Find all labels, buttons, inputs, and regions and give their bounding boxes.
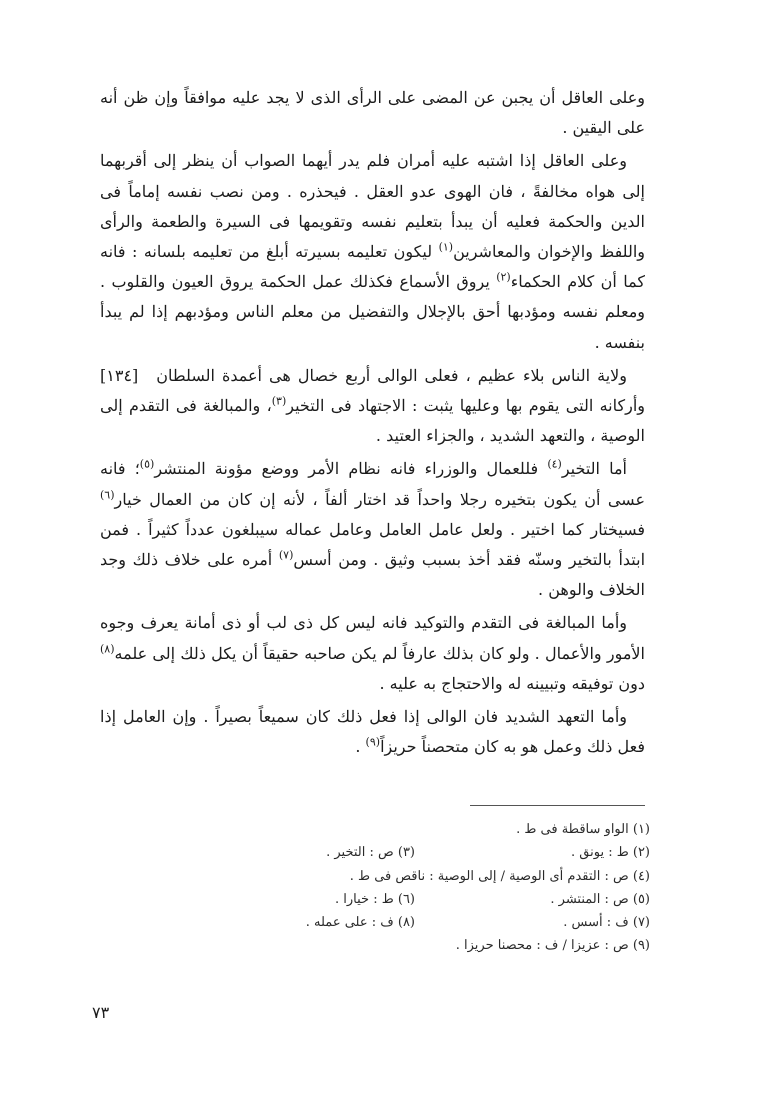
paragraph [100, 83, 645, 143]
text-run: ؛ فانه عسى أن يكون بتخيره رجلا واحداً قد اختار ألفاً ، لأنه إن كان من العمال خيار [100, 459, 645, 509]
paragraph [100, 146, 645, 357]
text-run: وعلى العاقل أن يجبن عن المضى على الرأى الذى لا يجد عليه موافقاً وإن ظن أنه على اليقين . [100, 88, 646, 138]
text-run: . [355, 737, 366, 757]
main-text [100, 83, 645, 765]
footnote-ref: (٣) [271, 394, 287, 408]
text-run: يروق الأسماع فكذلك عمل الحكمة يروق العيون والقلوب . ومعلم نفسه ومؤدبها أحق بالإجلال والتفضيل من معلم الناس ومؤدبهم إذا لم يبدأ بنفسه . [100, 272, 645, 352]
text-run: ولاية الناس بلاء عظيم ، فعلى الوالى أربع خصال هى أعمدة السلطان وأركانه التى يقوم بها وعليها يثبت : الاجتهاد فى التخير [156, 365, 645, 416]
text-run: وأما المبالغة فى التقدم والتوكيد فانه ليس كل ذى لب أو ذى أمانة يعرف وجوه الأمور والأعمال . ولو كان بذلك عارفاً لم يكن صاحبه حقيقاً أن يكل ذلك إلى علمه [100, 613, 645, 663]
text-run: وعلى العاقل إذا اشتبه عليه أمران فلم يدر أيهما الصواب أن ينظر إلى أقربهما إلى هواه مخالفةً ، فان الهوى عدو العقل . فيحذره . ومن نصب نفسه إماماً فى الدين والحكمة فعليه أن يبدأ بتعليم نفسه وتقويمها فى السيرة والطعمة والرأى واللفظ والإخوان والمعاشرين [100, 151, 645, 262]
footnote-ref: (٥) [139, 458, 155, 472]
text-run: أمره على خلاف ذلك وجد الخلاف والوهن . [100, 550, 645, 600]
footnote-row [190, 911, 650, 934]
footnote-row [190, 865, 650, 888]
text-run: ليكون تعليمه بسيرته أبلغ من تعليمه بلسانه : فانه كما أن كلام الحكماء [100, 242, 646, 292]
paragraph [100, 454, 645, 605]
footnote-row [190, 934, 650, 957]
footnote-ref: (٦) [100, 488, 115, 502]
footnote-ref: (٤) [547, 458, 562, 472]
text-run: ، والمبالغة فى التقدم إلى الوصية ، والتعهد الشديد ، والجزاء العتيد . [100, 396, 645, 446]
footnote: (١) الواو ساقطة فى ط . [516, 822, 650, 837]
footnote-row [190, 841, 650, 864]
page-number: ٧٣ [92, 1003, 110, 1022]
footnotes [190, 818, 650, 958]
footnote-row [190, 818, 650, 841]
paragraph [100, 361, 645, 452]
footnote-row [190, 888, 650, 911]
footnote: (٥) ص : المنتشر . [550, 891, 650, 907]
text-run: وأما التعهد الشديد فان الوالى إذا فعل ذلك كان سميعاً بصيراً . وإن العامل إذا فعل ذلك وعمل هو به كان متحصناً حريزاً [100, 707, 645, 757]
footnote: (٤) ص : التقدم أى الوصية / إلى الوصية : ناقص فى ط . [349, 868, 650, 884]
footnote-ref: (٢) [496, 270, 511, 284]
marginal-number: [١٣٤] [100, 365, 139, 385]
text-run: فسيختار كما اختير . ولعل عامل العامل وعامل عماله سيبلغون عدداً كثيراً . فمن ابتدأ بالتخير وسنّه فقد أخذ بسبب وثيق . ومن أسس [100, 519, 646, 570]
text-run: فللعمال والوزراء فانه نظام الأمر ووضع مؤونة المنتشر [154, 459, 548, 479]
text-run: أما التخير [561, 459, 627, 479]
footnote-ref: (٧) [278, 548, 294, 562]
paragraph [100, 702, 645, 762]
footnote: (٧) ف : أسس . [563, 915, 650, 931]
footnote: (٦) ط : خيارا . [334, 891, 415, 907]
footnote: (٢) ط : يونق . [571, 845, 650, 861]
footnote: (٨) ف : على عمله . [305, 915, 415, 931]
footnote: (٣) ص : التخير . [326, 845, 415, 861]
footnote: (٩) ص : عزيزا / ف : محصنا حريزا . [455, 938, 650, 954]
text-run: دون توفيقه وتبيينه له والاحتجاج به عليه . [379, 673, 645, 693]
paragraph [100, 608, 645, 699]
footnote-ref: (٨) [100, 642, 115, 656]
footnote-ref: (٩) [365, 735, 381, 749]
footnote-ref: (١) [438, 240, 454, 254]
footnote-divider [470, 805, 645, 806]
